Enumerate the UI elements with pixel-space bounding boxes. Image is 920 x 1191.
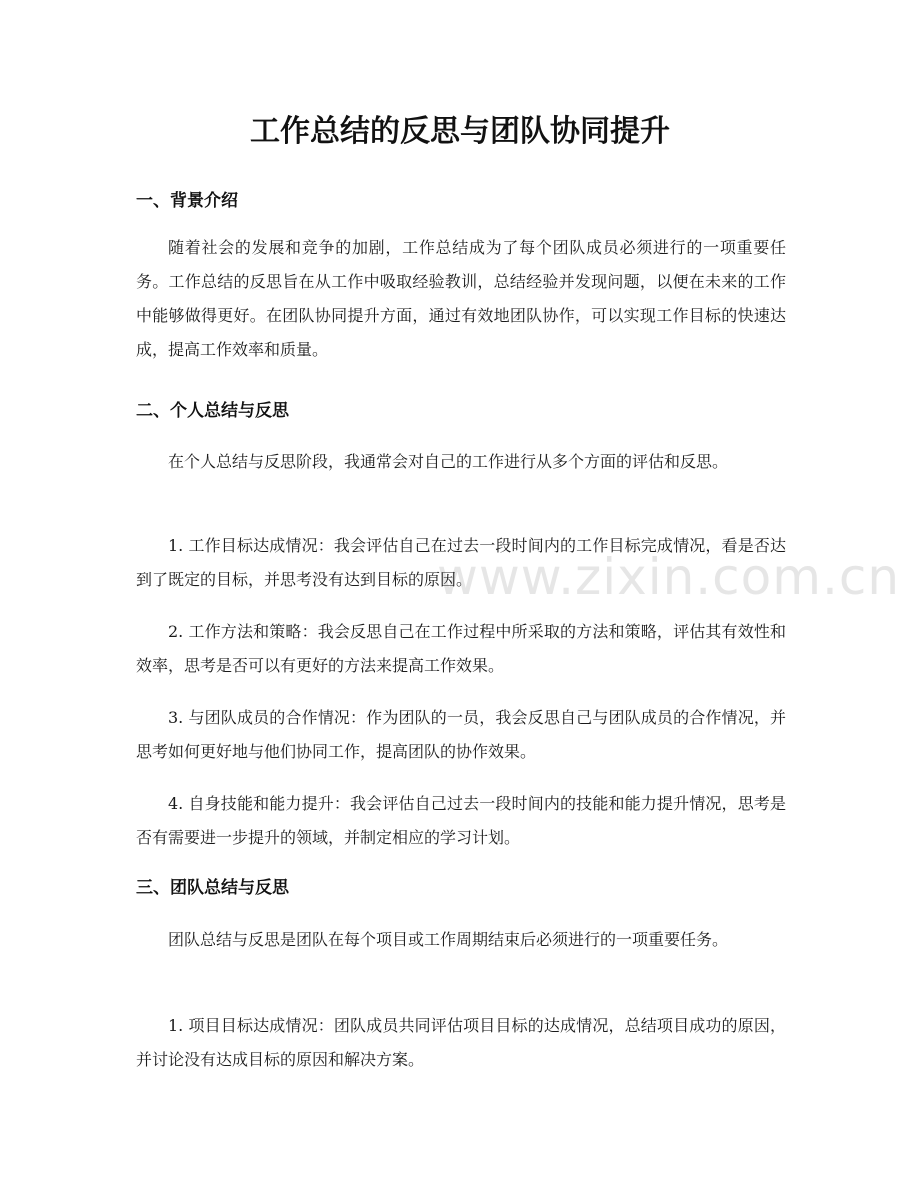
watermark: www.zixin.com.cn bbox=[437, 548, 901, 606]
document-title: 工作总结的反思与团队协同提升 bbox=[250, 114, 670, 149]
section-heading-team-reflection: 三、团队总结与反思 bbox=[136, 878, 289, 898]
paragraph-team-intro: 团队总结与反思是团队在每个项目或工作周期结束后必须进行的一项重要任务。 bbox=[168, 930, 729, 949]
paragraph-personal-item-4: 4. 自身技能和能力提升：我会评估自己过去一段时间内的技能和能力提升情况，思考是否有需要进一步提升的领域，并制定相应的学习计划。 bbox=[136, 794, 786, 847]
paragraph-team-item-1: 1. 项目目标达成情况：团队成员共同评估项目目标的达成情况，总结项目成功的原因，并讨论没有达成目标的原因和解决方案。 bbox=[136, 1016, 786, 1069]
paragraph-personal-item-2: 2. 工作方法和策略：我会反思自己在工作过程中所采取的方法和策略，评估其有效性和效率，思考是否可以有更好的方法来提高工作效果。 bbox=[136, 622, 786, 675]
paragraph-personal-item-3: 3. 与团队成员的合作情况：作为团队的一员，我会反思自己与团队成员的合作情况，并思考如何更好地与他们协同工作，提高团队的协作效果。 bbox=[136, 708, 786, 761]
section-heading-background: 一、背景介绍 bbox=[136, 191, 238, 211]
paragraph-background-intro: 随着社会的发展和竞争的加剧，工作总结成为了每个团队成员必须进行的一项重要任务。工作总结的反思旨在从工作中吸取经验教训，总结经验并发现问题，以便在未来的工作中能够做得更好。在团队协同提升方面，通过有效地团队协作，可以实现工作目标的快速达成，提高工作效率和质量。 bbox=[136, 238, 786, 359]
paragraph-personal-intro: 在个人总结与反思阶段，我通常会对自己的工作进行从多个方面的评估和反思。 bbox=[168, 452, 729, 471]
paragraph-personal-item-1: 1. 工作目标达成情况：我会评估自己在过去一段时间内的工作目标完成情况，看是否达到了既定的目标，并思考没有达到目标的原因。 bbox=[136, 536, 786, 589]
section-heading-personal-reflection: 二、个人总结与反思 bbox=[136, 401, 289, 421]
